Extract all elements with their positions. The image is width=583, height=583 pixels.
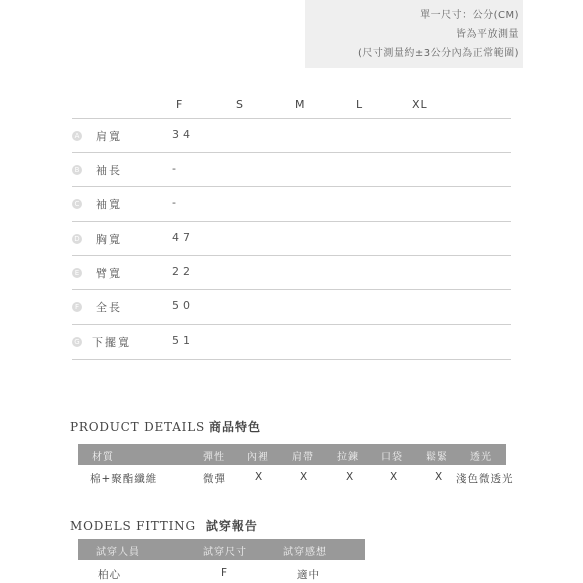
header-material: 材質 bbox=[92, 452, 114, 463]
header-size-tried: 試穿尺寸 bbox=[203, 547, 247, 558]
value-pocket: X bbox=[390, 471, 399, 483]
value-elasticity: 微彈 bbox=[203, 473, 226, 485]
row-value: 22 bbox=[172, 265, 194, 278]
row-badge: C bbox=[72, 199, 82, 209]
product-details-header bbox=[78, 444, 506, 465]
value-zipper: X bbox=[346, 471, 355, 483]
header-zipper: 拉鍊 bbox=[337, 452, 359, 463]
models-fitting-header bbox=[78, 539, 365, 560]
row-label: 臂寬 bbox=[96, 267, 122, 280]
row-badge: B bbox=[72, 165, 82, 175]
size-header-m: M bbox=[295, 98, 306, 111]
value-feedback: 適中 bbox=[297, 569, 320, 581]
models-fitting-title-zh: 試穿報告 bbox=[205, 519, 258, 533]
value-strap: X bbox=[300, 471, 309, 483]
row-label: 下擺寬 bbox=[92, 336, 131, 349]
value-lining: X bbox=[255, 471, 264, 483]
header-lining: 內裡 bbox=[247, 452, 269, 463]
row-value: - bbox=[172, 196, 180, 209]
value-material: 棉+聚酯纖維 bbox=[90, 473, 158, 485]
header-elasticity: 彈性 bbox=[203, 452, 225, 463]
measure-row-arm bbox=[72, 255, 511, 290]
header-pocket: 口袋 bbox=[381, 452, 403, 463]
measurement-note bbox=[305, 0, 523, 68]
row-label: 袖長 bbox=[96, 164, 122, 177]
measure-row-length bbox=[72, 289, 511, 324]
row-badge: A bbox=[72, 131, 82, 141]
header-strap: 肩帶 bbox=[292, 452, 314, 463]
row-value: - bbox=[172, 162, 180, 175]
row-label: 胸寬 bbox=[96, 233, 122, 246]
size-header-f: F bbox=[176, 98, 184, 111]
models-fitting-title-en: MODELS FITTING bbox=[70, 519, 196, 533]
measure-row-sleeve-width bbox=[72, 186, 511, 221]
row-badge: F bbox=[72, 302, 82, 312]
row-value: 47 bbox=[172, 231, 194, 244]
size-header-s: S bbox=[236, 98, 244, 111]
row-badge: G bbox=[72, 337, 82, 347]
header-waistband: 鬆緊 bbox=[426, 452, 448, 463]
header-sheerness: 透光 bbox=[470, 452, 492, 463]
size-header-l: L bbox=[356, 98, 364, 111]
row-value: 34 bbox=[172, 128, 194, 141]
note-method: 皆為平放測量 bbox=[456, 29, 519, 40]
note-unit: 單一尺寸：公分(CM) bbox=[420, 10, 519, 21]
measure-row-shoulder bbox=[72, 118, 511, 153]
value-waistband: X bbox=[435, 471, 444, 483]
size-header-xl: XL bbox=[412, 98, 428, 111]
note-tolerance: (尺寸測量約±3公分內為正常範圍) bbox=[357, 48, 519, 59]
measure-row-sleeve-length bbox=[72, 152, 511, 187]
product-details-title bbox=[70, 418, 261, 435]
models-fitting-title bbox=[70, 517, 258, 534]
header-model: 試穿人員 bbox=[96, 547, 140, 558]
row-label: 全長 bbox=[96, 301, 122, 314]
header-feedback: 試穿感想 bbox=[283, 547, 327, 558]
row-badge: D bbox=[72, 234, 82, 244]
value-model: 柏心 bbox=[98, 569, 121, 581]
row-badge: E bbox=[72, 268, 82, 278]
value-size-tried: F bbox=[221, 567, 229, 579]
measure-row-hem bbox=[72, 324, 511, 360]
row-value: 51 bbox=[172, 334, 194, 347]
product-details-title-zh: 商品特色 bbox=[209, 420, 262, 434]
measure-row-chest bbox=[72, 221, 511, 256]
row-label: 肩寬 bbox=[96, 130, 122, 143]
row-label: 袖寬 bbox=[96, 198, 122, 211]
row-value: 50 bbox=[172, 299, 194, 312]
value-sheerness: 淺色微透光 bbox=[456, 473, 514, 485]
product-details-title-en: PRODUCT DETAILS bbox=[70, 420, 206, 434]
